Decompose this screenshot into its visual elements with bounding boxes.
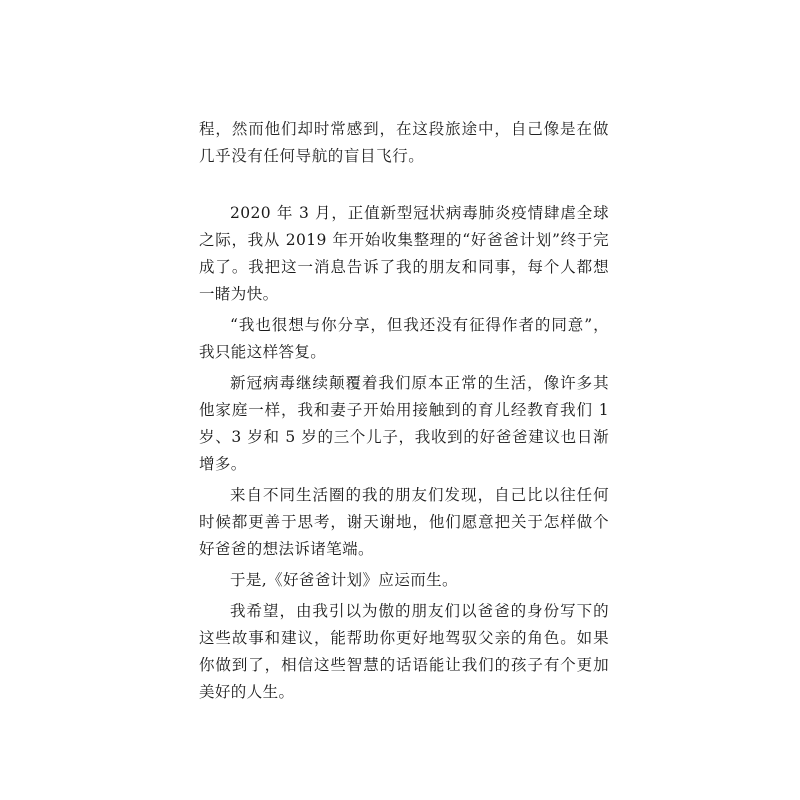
paragraph-4: 来自不同生活圈的我的朋友们发现，自己比以往任何时候都更善于思考，谢天谢地，他们愿意把关于怎样做个好爸爸的想法诉诸笔端。 <box>199 486 609 558</box>
paragraph-5: 于是,《好爸爸计划》应运而生。 <box>230 571 458 589</box>
paragraph-2: “我也很想与你分享，但我还没有征得作者的同意”，我只能这样答复。 <box>199 316 609 361</box>
paragraph-6: 我希望，由我引以为傲的朋友们以爸爸的身份写下的这些故事和建议，能帮助你更好地驾驭父亲的角色。如果你做到了，相信这些智慧的话语能让我们的孩子有个更加美好的人生。 <box>199 602 609 701</box>
paragraph-1: 2020 年 3 月，正值新型冠状病毒肺炎疫情肆虐全球之际，我从 2019 年开始收集整理的“好爸爸计划”终于完成了。我把这一消息告诉了我的朋友和同事，每个人都想一睹为快。 <box>199 204 609 303</box>
intro-section <box>199 116 609 170</box>
intro-paragraph: 程，然而他们却时常感到，在这段旅途中，自己像是在做几乎没有任何导航的盲目飞行。 <box>199 120 609 165</box>
paragraph-3: 新冠病毒继续颠覆着我们原本正常的生活，像许多其他家庭一样，我和妻子开始用接触到的育儿经教育我们 1 岁、3 岁和 5 岁的三个儿子，我收到的好爸爸建议也日渐增多。 <box>199 374 609 473</box>
main-text <box>199 200 609 710</box>
